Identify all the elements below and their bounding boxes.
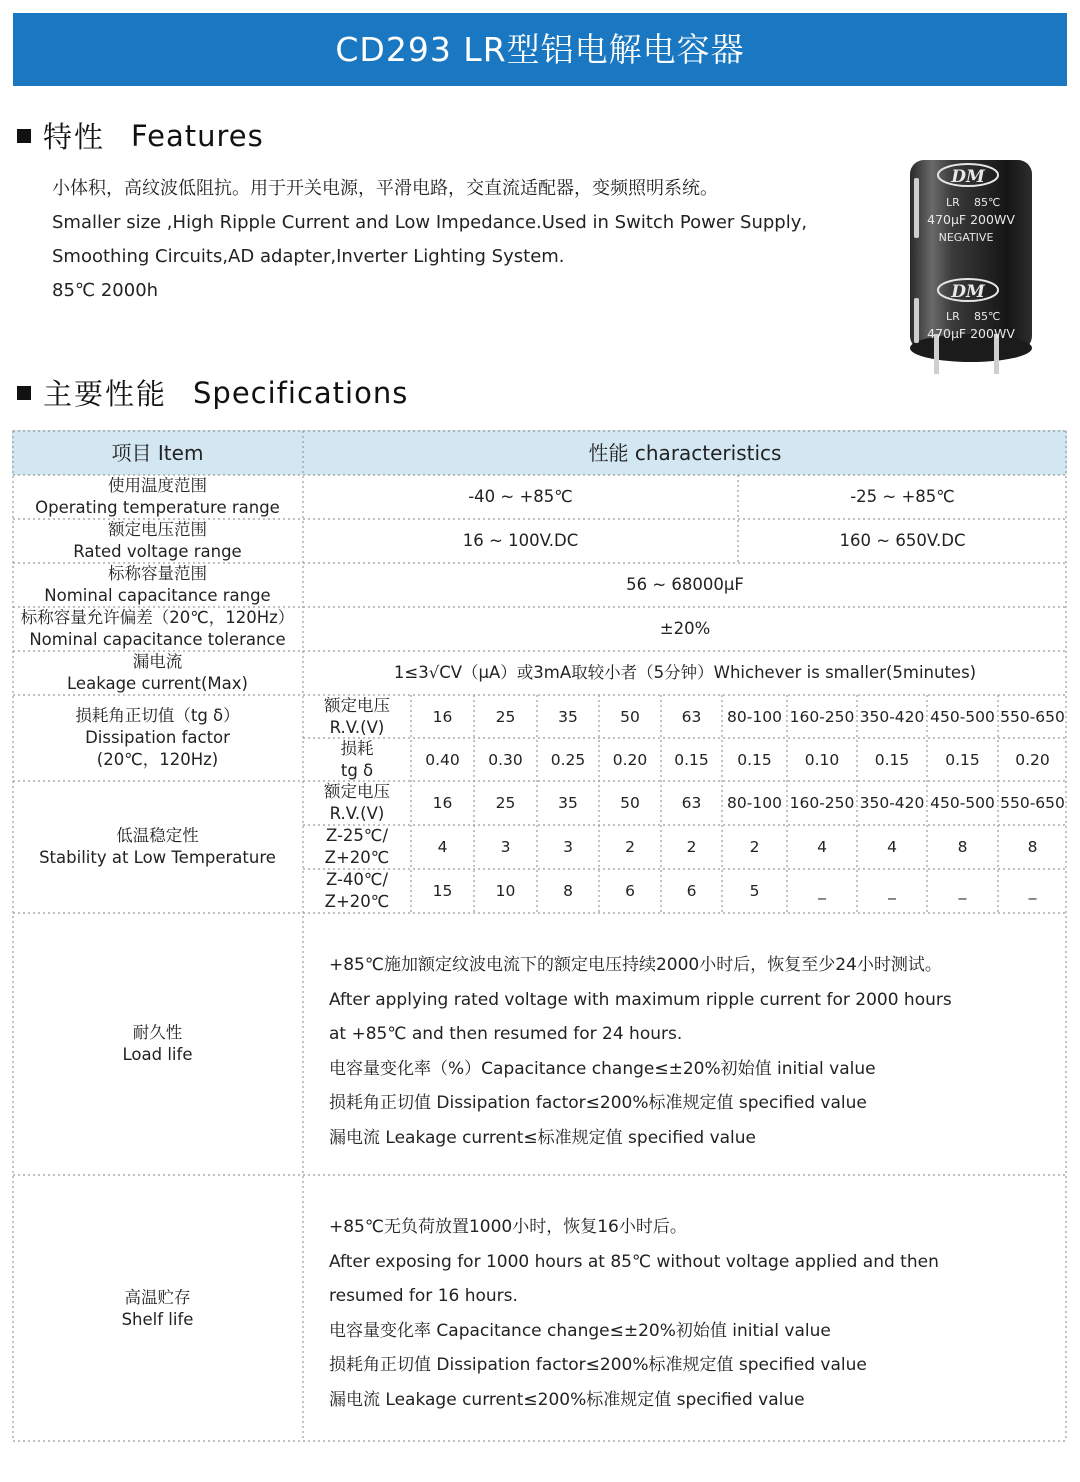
op-temp-label: 使用温度范围 Operating temperature range bbox=[35, 476, 280, 517]
features-line: Smoothing Circuits,AD adapter,Inverter Lighting System. bbox=[52, 246, 565, 267]
lt-rv-label: 额定电压 R.V.(V) bbox=[324, 782, 390, 823]
load-life-line: 电容量变化率（%）Capacitance change≤±20%初始值 initial value bbox=[329, 1058, 876, 1079]
shelf-life-text bbox=[329, 1210, 939, 1418]
page-title-banner bbox=[13, 13, 1067, 86]
lt-z40-cell: _ bbox=[1028, 882, 1037, 900]
df-voltage-cell: 160-250 bbox=[789, 707, 855, 726]
lt-z25-cell: 2 bbox=[625, 838, 635, 856]
lt-z40-cell: _ bbox=[818, 882, 826, 900]
load-life-line: +85℃施加额定纹波电流下的额定电压持续2000小时后，恢复至少24小时测试。 bbox=[329, 955, 942, 975]
lt-z40-cell: 10 bbox=[495, 882, 516, 900]
capacitor-rating-repeat: 470μF 200WV bbox=[927, 326, 1015, 341]
load-life-label: 耐久性 Load life bbox=[122, 1023, 193, 1064]
df-voltage-cell: 16 bbox=[432, 707, 453, 726]
df-voltage-cell: 50 bbox=[620, 707, 640, 726]
lt-z25-cell: 2 bbox=[686, 838, 697, 856]
specifications-table bbox=[12, 430, 1067, 1442]
low-temp-label: 低温稳定性 Stability at Low Temperature bbox=[39, 826, 276, 867]
capacitor-series-repeat: LR bbox=[946, 310, 960, 323]
lt-z40-label: Z-40℃/ Z+20℃ bbox=[324, 870, 390, 911]
lt-z40-cell: 6 bbox=[686, 882, 697, 900]
lt-voltage-cell: 35 bbox=[558, 794, 578, 812]
lt-voltage-cell: 25 bbox=[495, 794, 516, 812]
nominal-cap-value: 56 ~ 68000μF bbox=[626, 575, 744, 594]
lt-z25-cell: 8 bbox=[957, 838, 968, 856]
lt-z25-cell: 4 bbox=[887, 838, 897, 856]
lt-z40-cell: _ bbox=[888, 882, 896, 900]
df-tg-cell: 0.20 bbox=[612, 750, 648, 769]
df-tg-cell: 0.10 bbox=[804, 750, 840, 769]
features-heading-en: Features bbox=[131, 118, 264, 153]
df-tg-cell: 0.15 bbox=[874, 750, 910, 769]
df-rv-label: 额定电压 R.V.(V) bbox=[324, 695, 390, 737]
cap-tolerance-label: 标称容量允许偏差（20℃，120Hz） Nominal capacitance tolerance bbox=[20, 608, 295, 649]
lt-z40-cell: _ bbox=[958, 882, 967, 900]
df-voltage-cell: 550-650 bbox=[1000, 707, 1065, 726]
lt-z25-cell: 2 bbox=[749, 838, 760, 856]
df-voltage-cell: 350-420 bbox=[859, 707, 925, 726]
shelf-life-line: +85℃无负荷放置1000小时，恢复16小时后。 bbox=[329, 1217, 687, 1237]
lt-z25-cell: 4 bbox=[817, 838, 827, 856]
cap-tolerance-value: ±20% bbox=[659, 619, 711, 638]
capacitor-rating: 470μF 200WV bbox=[927, 212, 1015, 227]
lt-z25-cell: 3 bbox=[563, 838, 573, 856]
df-voltage-cell: 450-500 bbox=[930, 707, 995, 726]
leakage-label: 漏电流 Leakage current(Max) bbox=[67, 652, 248, 693]
header-characteristics: 性能 characteristics bbox=[588, 440, 782, 465]
capacitor-series: LR bbox=[946, 196, 960, 209]
op-temp-value-high: -25 ~ +85℃ bbox=[850, 487, 955, 506]
df-tg-cell: 0.30 bbox=[488, 750, 523, 769]
page-title: CD293 LR型铝电解电容器 bbox=[335, 30, 745, 69]
load-life-line: at +85℃ and then resumed for 24 hours. bbox=[329, 1024, 683, 1045]
lt-voltage-cell: 16 bbox=[432, 794, 453, 812]
capacitor-temp-repeat: 85℃ bbox=[974, 310, 1001, 323]
df-tg-cell: 0.25 bbox=[550, 750, 586, 769]
capacitor-product-image bbox=[906, 158, 1036, 383]
shelf-life-line: 损耗角正切值 Dissipation factor≤200%标准规定值 specified value bbox=[329, 1355, 867, 1376]
features-heading bbox=[17, 115, 264, 156]
capacitor-temp: 85℃ bbox=[974, 196, 1001, 209]
lt-z25-cell: 3 bbox=[500, 838, 511, 856]
lt-z40-cell: 15 bbox=[432, 882, 453, 900]
rated-voltage-value-high: 160 ~ 650V.DC bbox=[839, 531, 966, 550]
df-voltage-cell: 35 bbox=[558, 707, 578, 726]
df-tg-cell: 0.20 bbox=[1015, 750, 1050, 769]
lt-z40-cell: 8 bbox=[563, 882, 573, 900]
lt-z25-label: Z-25℃/ Z+20℃ bbox=[324, 826, 390, 867]
lt-voltage-cell: 550-650 bbox=[1000, 794, 1065, 812]
bullet-square-icon bbox=[17, 129, 31, 143]
shelf-life-line: 漏电流 Leakage current≤200%标准规定值 specified value bbox=[329, 1389, 805, 1410]
df-tg-cell: 0.15 bbox=[737, 750, 772, 769]
lt-z25-cell: 4 bbox=[437, 838, 448, 856]
features-text bbox=[52, 172, 902, 308]
df-tg-cell: 0.40 bbox=[425, 750, 460, 769]
shelf-life-line: After exposing for 1000 hours at 85℃ without voltage applied and then bbox=[329, 1251, 939, 1272]
rated-voltage-label: 额定电压范围 Rated voltage range bbox=[73, 520, 242, 561]
capacitor-brand: DM bbox=[951, 167, 985, 187]
capacitor-brand-repeat: DM bbox=[951, 282, 985, 302]
shelf-life-line: resumed for 16 hours. bbox=[329, 1286, 518, 1307]
specifications-heading bbox=[17, 372, 408, 413]
df-voltage-cell: 63 bbox=[681, 707, 702, 726]
lt-voltage-cell: 80-100 bbox=[727, 794, 782, 812]
specifications-heading-cn: 主要性能 bbox=[43, 377, 168, 411]
lt-z25-cell: 8 bbox=[1027, 838, 1038, 856]
lt-voltage-cell: 160-250 bbox=[789, 794, 855, 812]
lt-z40-cell: 5 bbox=[749, 882, 760, 900]
shelf-life-line: 电容量变化率 Capacitance change≤±20%初始值 initial value bbox=[329, 1320, 831, 1341]
header-item: 项目 Item bbox=[111, 440, 204, 465]
df-tg-label: 损耗 tg δ bbox=[340, 738, 374, 780]
features-line: 85℃ 2000h bbox=[52, 280, 159, 301]
df-tg-cell: 0.15 bbox=[674, 750, 709, 769]
df-voltage-cell: 80-100 bbox=[727, 707, 782, 726]
op-temp-value-low: -40 ~ +85℃ bbox=[468, 487, 573, 506]
load-life-line: After applying rated voltage with maximum ripple current for 2000 hours bbox=[329, 989, 952, 1010]
specifications-heading-en: Specifications bbox=[193, 375, 409, 410]
load-life-text bbox=[329, 948, 952, 1156]
lt-voltage-cell: 450-500 bbox=[930, 794, 995, 812]
features-line: Smaller size ,High Ripple Current and Low Impedance.Used in Switch Power Supply, bbox=[52, 212, 808, 233]
features-line: 小体积，高纹波低阻抗。用于开关电源，平滑电路，交直流适配器，变频照明系统。 bbox=[52, 178, 718, 199]
leakage-value: 1≤3√CV（μA）或3mA取较小者（5分钟）Whichever is smaller(5minutes) bbox=[393, 663, 977, 682]
lt-voltage-cell: 63 bbox=[681, 794, 702, 812]
features-heading-cn: 特性 bbox=[43, 120, 106, 154]
lt-voltage-cell: 350-420 bbox=[859, 794, 925, 812]
load-life-line: 损耗角正切值 Dissipation factor≤200%标准规定值 specified value bbox=[329, 1093, 867, 1114]
rated-voltage-value-low: 16 ~ 100V.DC bbox=[462, 531, 579, 550]
dissipation-factor-label: 损耗角正切值（tg δ） Dissipation factor (20℃，120Hz) bbox=[75, 706, 240, 769]
df-voltage-cell: 25 bbox=[495, 707, 516, 726]
shelf-life-label: 高温贮存 Shelf life bbox=[121, 1287, 194, 1329]
capacitor-polarity: NEGATIVE bbox=[938, 231, 994, 244]
lt-z40-cell: 6 bbox=[625, 882, 635, 900]
lt-voltage-cell: 50 bbox=[620, 794, 640, 812]
nominal-cap-label: 标称容量范围 Nominal capacitance range bbox=[44, 564, 271, 605]
df-tg-cell: 0.15 bbox=[945, 750, 980, 769]
load-life-line: 漏电流 Leakage current≤标准规定值 specified value bbox=[329, 1127, 757, 1148]
bullet-square-icon bbox=[17, 386, 31, 400]
